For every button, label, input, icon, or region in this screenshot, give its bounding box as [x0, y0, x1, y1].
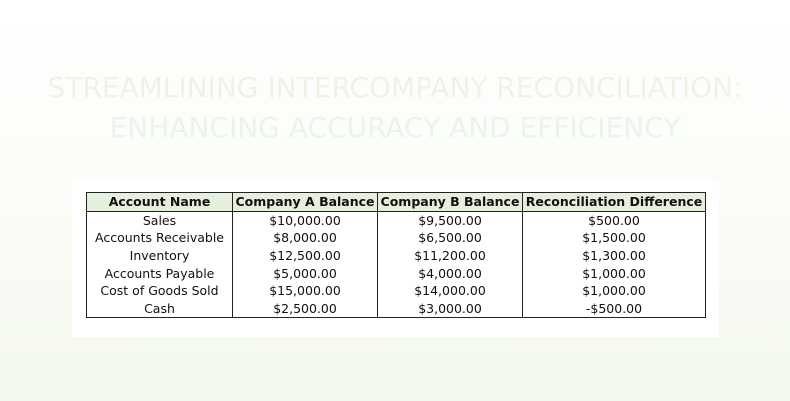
title-line-1: STREAMLINING INTERCOMPANY RECONCILIATION:: [47, 71, 743, 104]
reconciliation-difference-cell: $1,300.00: [523, 247, 706, 265]
column-header-company-a-balance: Company A Balance: [233, 193, 378, 212]
company-a-balance-cell: $8,000.00: [233, 229, 378, 247]
reconciliation-difference-cell: -$500.00: [523, 300, 706, 318]
table-row: [87, 229, 706, 247]
table-row: [87, 211, 706, 229]
company-a-balance-cell: $5,000.00: [233, 264, 378, 282]
table-row: [87, 282, 706, 300]
document-title: [0, 68, 790, 148]
company-a-balance-cell: $12,500.00: [233, 247, 378, 265]
account-name-cell: Accounts Receivable: [87, 229, 233, 247]
table-row: [87, 264, 706, 282]
account-name-cell: Inventory: [87, 247, 233, 265]
reconciliation-table: [86, 192, 706, 318]
column-header-company-b-balance: Company B Balance: [378, 193, 523, 212]
reconciliation-difference-cell: $500.00: [523, 211, 706, 229]
table-row: [87, 247, 706, 265]
reconciliation-difference-cell: $1,500.00: [523, 229, 706, 247]
account-name-cell: Cash: [87, 300, 233, 318]
company-a-balance-cell: $15,000.00: [233, 282, 378, 300]
header-row: [87, 193, 706, 212]
column-header-reconciliation-difference: Reconciliation Difference: [523, 193, 706, 212]
account-name-cell: Accounts Payable: [87, 264, 233, 282]
title-line-2: ENHANCING ACCURACY AND EFFICIENCY: [109, 111, 681, 144]
reconciliation-difference-cell: $1,000.00: [523, 264, 706, 282]
account-name-cell: Cost of Goods Sold: [87, 282, 233, 300]
account-name-cell: Sales: [87, 211, 233, 229]
company-b-balance-cell: $14,000.00: [378, 282, 523, 300]
reconciliation-difference-cell: $1,000.00: [523, 282, 706, 300]
company-a-balance-cell: $2,500.00: [233, 300, 378, 318]
company-b-balance-cell: $4,000.00: [378, 264, 523, 282]
company-b-balance-cell: $3,000.00: [378, 300, 523, 318]
table-header: [87, 193, 706, 212]
column-header-account-name: Account Name: [87, 193, 233, 212]
company-b-balance-cell: $9,500.00: [378, 211, 523, 229]
company-b-balance-cell: $11,200.00: [378, 247, 523, 265]
table-body: [87, 211, 706, 318]
table-row: [87, 300, 706, 318]
company-b-balance-cell: $6,500.00: [378, 229, 523, 247]
company-a-balance-cell: $10,000.00: [233, 211, 378, 229]
